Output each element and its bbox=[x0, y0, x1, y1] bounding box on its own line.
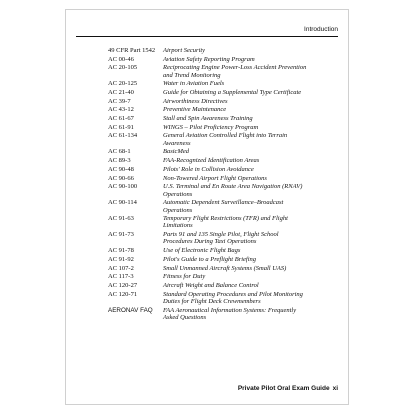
list-item bbox=[108, 231, 308, 246]
list-item bbox=[108, 265, 308, 272]
running-footer bbox=[238, 385, 338, 392]
list-item bbox=[108, 132, 308, 147]
document-title: Temporary Flight Restrictions (TFR) and Flight Limitations bbox=[163, 215, 288, 230]
document-title: Water in Aviation Fuels bbox=[163, 80, 225, 88]
document-code: AC 20-105 bbox=[108, 64, 138, 72]
document-title: FAA Aeronautical Information Systems: Frequently Asked Questions bbox=[163, 306, 297, 321]
document-code: AC 91-73 bbox=[108, 231, 134, 239]
list-item bbox=[108, 199, 308, 214]
list-item bbox=[108, 175, 308, 182]
document-code: AC 120-71 bbox=[108, 290, 138, 298]
document-title: WINGS – Pilot Proficiency Program bbox=[163, 123, 259, 131]
document-code: AERONAV FAQ bbox=[108, 306, 153, 314]
list-item bbox=[108, 56, 308, 63]
document-title: FAA-Recognized Identification Areas bbox=[163, 157, 260, 165]
document-code: AC 61-91 bbox=[108, 123, 134, 131]
document-title: Preventive Maintenance bbox=[163, 106, 227, 114]
list-item bbox=[108, 148, 308, 155]
header-rule bbox=[76, 36, 338, 37]
document-title: Use of Electronic Flight Bags bbox=[163, 247, 241, 255]
document-title: Aviation Safety Reporting Program bbox=[163, 55, 255, 63]
list-item bbox=[108, 124, 308, 131]
list-item bbox=[108, 215, 308, 230]
document-title: Reciprocating Engine Power-Loss Accident Prevention and Trend Monitoring bbox=[163, 64, 307, 79]
page-number: xi bbox=[332, 385, 338, 392]
list-item bbox=[108, 98, 308, 105]
document-title: Automatic Dependent Surveillance–Broadcast Operations bbox=[163, 199, 284, 214]
list-item bbox=[108, 273, 308, 280]
document-title: Pilots' Role in Collision Avoidance bbox=[163, 165, 254, 173]
document-code: AC 120-27 bbox=[108, 281, 138, 289]
document-code: AC 43-12 bbox=[108, 106, 134, 114]
reference-list bbox=[108, 47, 308, 323]
list-item bbox=[108, 115, 308, 122]
list-item bbox=[108, 183, 308, 198]
document-code: AC 68-1 bbox=[108, 148, 131, 156]
document-title: Airport Security bbox=[163, 47, 206, 54]
list-item bbox=[108, 307, 308, 322]
list-item bbox=[108, 89, 308, 96]
document-title: Fitness for Duty bbox=[163, 273, 206, 281]
list-item bbox=[108, 106, 308, 113]
list-item bbox=[108, 256, 308, 263]
book-title: Private Pilot Oral Exam Guide bbox=[237, 385, 330, 392]
book-page bbox=[66, 10, 348, 404]
document-title: Guide for Obtaining a Supplemental Type Certificate bbox=[163, 89, 302, 97]
document-title: Small Unmanned Aircraft Systems (Small UAS) bbox=[163, 264, 287, 272]
list-item bbox=[108, 247, 308, 254]
list-item bbox=[108, 282, 308, 289]
document-title: General Aviation Controlled Flight into Terrain Awareness bbox=[163, 132, 288, 147]
document-code: AC 90-66 bbox=[108, 174, 134, 182]
document-code: AC 107-2 bbox=[108, 264, 134, 272]
document-code: AC 90-114 bbox=[108, 199, 137, 207]
document-title: Non-Towered Airport Flight Operations bbox=[163, 174, 267, 182]
document-title: U.S. Terminal and En Route Area Navigation (RNAV) Operations bbox=[163, 183, 303, 198]
list-item bbox=[108, 291, 308, 306]
document-code: AC 91-63 bbox=[108, 215, 134, 223]
document-code: AC 91-78 bbox=[108, 247, 134, 255]
document-title: Stall and Spin Awareness Training bbox=[163, 115, 253, 123]
list-item bbox=[108, 64, 308, 79]
document-code: AC 00-46 bbox=[108, 55, 134, 63]
document-code: AC 90-48 bbox=[108, 165, 134, 173]
document-code: AC 61-134 bbox=[108, 132, 138, 140]
document-code: AC 20-125 bbox=[108, 80, 138, 88]
document-title: Airworthiness Directives bbox=[163, 97, 228, 105]
list-item bbox=[108, 47, 308, 54]
document-code: AC 117-3 bbox=[108, 273, 134, 281]
document-code: 49 CFR Part 1542 bbox=[108, 47, 156, 54]
running-header: Introduction bbox=[304, 26, 338, 33]
document-title: Pilot's Guide to a Preflight Briefing bbox=[163, 255, 257, 263]
document-code: AC 61-67 bbox=[108, 115, 134, 123]
document-code: AC 89-3 bbox=[108, 157, 131, 165]
document-title: BasicMed bbox=[163, 148, 189, 156]
document-title: Standard Operating Procedures and Pilot Monitoring Duties for Flight Deck Crewmembers bbox=[163, 290, 303, 305]
list-item bbox=[108, 157, 308, 164]
list-item bbox=[108, 80, 308, 87]
list-item bbox=[108, 166, 308, 173]
document-code: AC 91-92 bbox=[108, 255, 134, 263]
document-code: AC 21-40 bbox=[108, 89, 134, 97]
document-code: AC 90-100 bbox=[108, 183, 138, 191]
document-title: Aircraft Weight and Balance Control bbox=[163, 281, 259, 289]
document-title: Parts 91 and 135 Single Pilot, Flight School Procedures During Taxi Operations bbox=[163, 231, 279, 246]
document-code: AC 39-7 bbox=[108, 97, 131, 105]
